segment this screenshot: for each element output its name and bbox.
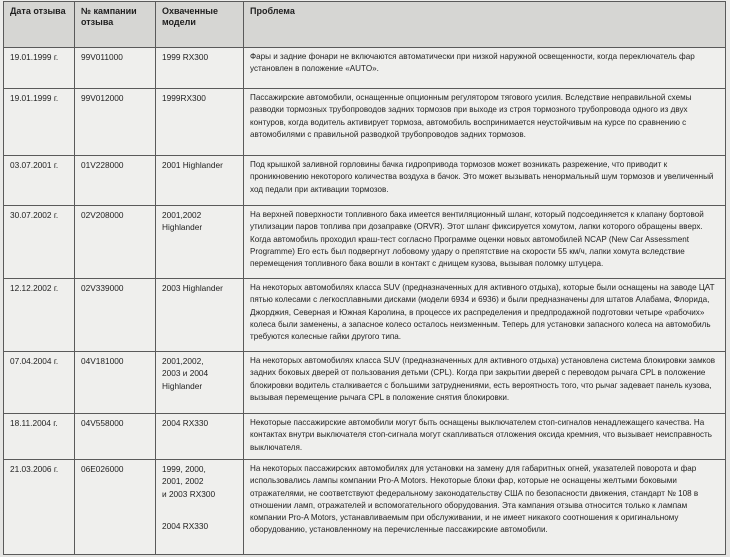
model-line: 2001,2002 (162, 210, 202, 220)
model-line: Highlander (162, 222, 203, 233)
recall-date: 18.11.2004 г. (4, 414, 75, 460)
model-line: 2001, 2002 (162, 476, 204, 487)
problem-description: На некоторых пассажирских автомобилях для установки на замену для габаритных огней, указателей поворота и фар использовались лампы компании Pro-A Motors. Некоторые блоки фар, которые не оснащены желтыми боковыми отражателями, не соответствуют федеральному законодательству США по безопасности движения, стандарт № 108 в отношении ламп, отражателей и вспомогательного оборудования. Эта кампания отзыва относится только к лампам компании Pro-A Motors, устанавливаемым при обслуживании, и не имеет никакого соотношения к оригинальному оборудованию, установленному на перечисленные пассажирские автомобили. (244, 460, 726, 555)
model-line: 1999 RX300 (162, 52, 209, 62)
table-row (4, 89, 726, 156)
model-line: 2004 RX330 (162, 521, 209, 532)
table-row (4, 156, 726, 206)
recall-table (3, 1, 726, 555)
recall-date: 19.01.1999 г. (4, 89, 75, 156)
recall-date: 21.03.2006 г. (4, 460, 75, 555)
covered-models (156, 89, 244, 156)
campaign-number: 99V011000 (75, 48, 156, 89)
campaign-number: 04V181000 (75, 352, 156, 414)
recall-date: 30.07.2002 г. (4, 206, 75, 279)
covered-models (156, 206, 244, 279)
table-row (4, 414, 726, 460)
table-row (4, 460, 726, 555)
model-line: 1999RX300 (162, 93, 206, 103)
header-problem: Проблема (244, 2, 726, 48)
model-line: Highlander (162, 380, 203, 391)
covered-models (156, 414, 244, 460)
model-line: 2003 Highlander (162, 283, 223, 293)
problem-description: Пассажирские автомобили, оснащенные опционным регулятором тягового усилия. Вследствие неправильной схемы разводки тормозных трубопроводов задних тормозов при выходе из строя тормозного трубопровода одного из двух контуров, когда водитель активирует тормоза, автомобиль воспринимается неустойчивым на курсе по сравнению с автомобилями с правильной разводкой трубопроводов задних тормозов. (244, 89, 726, 156)
model-spacer (162, 500, 237, 520)
recall-date: 07.04.2004 г. (4, 352, 75, 414)
problem-description: Некоторые пассажирские автомобили могут быть оснащены выключателем стоп-сигналов ненадлежащего качества. На контактах внутри выключателя стоп-сигнала могут скапливаться отложения оксида кремния, что вызывает неисправность выключателя. (244, 414, 726, 460)
campaign-number: 04V558000 (75, 414, 156, 460)
covered-models (156, 460, 244, 555)
campaign-number: 99V012000 (75, 89, 156, 156)
problem-description: Под крышкой заливной горловины бачка гидропривода тормозов может возникать разрежение, что приводит к проникновению некоторого количества воздуха в бачок. Это может вызывать ненормальный шум тормозов и увеличенный ход педали при активации тормозов. (244, 156, 726, 206)
covered-models (156, 156, 244, 206)
header-row (4, 2, 726, 48)
recall-date: 12.12.2002 г. (4, 279, 75, 352)
campaign-number: 02V339000 (75, 279, 156, 352)
table-row (4, 206, 726, 279)
header-campaign: № кампании отзыва (75, 2, 156, 48)
covered-models (156, 352, 244, 414)
table-row (4, 48, 726, 89)
problem-description: Фары и задние фонари не включаются автоматически при низкой наружной освещенности, когда переключатель фар установлен в положение «AUTO». (244, 48, 726, 89)
problem-description: На некоторых автомобилях класса SUV (предназначенных для активного отдыха) установлена система блокировки замков задних боковых дверей от пользования детьми (CPL). Когда при закрытии дверей с переводом рычага CPL в положение блокировки водитель сталкивается с большими затруднениями, есть вероятность того, что рычаг задевает панель кузова, вызывая перемещение рычага CPL в положение снятия блокировки. (244, 352, 726, 414)
recall-date: 03.07.2001 г. (4, 156, 75, 206)
model-line: и 2003 RX300 (162, 488, 216, 499)
model-line: 2001 Highlander (162, 160, 223, 170)
model-line: 1999, 2000, (162, 464, 206, 474)
covered-models (156, 279, 244, 352)
table-row (4, 279, 726, 352)
campaign-number: 06E026000 (75, 460, 156, 555)
campaign-number: 02V208000 (75, 206, 156, 279)
header-models: Охваченные модели (156, 2, 244, 48)
model-line: 2003 и 2004 (162, 368, 209, 379)
problem-description: На некоторых автомобилях класса SUV (предназначенных для активного отдыха), которые были оснащены на заводе ЦАТ пятью колесами с легкосплавными дисками (модели 6934 и 6936) и были предназначены для штатов Алабама, Флорида, Джорджия, Северная и Южная Каролина, в процессе их распределения и предпродажной подготовки четыре «рабочих» колеса были заменены, а запасное колесо осталось неизменным. Теперь для установки запасного колеса на автомобиль требуются колесные гайки другого типа. (244, 279, 726, 352)
problem-description: На верхней поверхности топливного бака имеется вентиляционный шланг, который подсоединяется к клапану бортовой утилизации паров топлива при дозаправке (ORVR). Этот шланг фиксируется хомутом, лапки которого обращены вверх. Когда автомобиль проходил краш-тест согласно Программе оценки новых автомобилей NCAP (New Car Assessment Programme) Его есть был подвергнут лобовому удару о препятствие на скорости 55 км/ч, лапки хомута вследствие перемещения топливного бака вошли в контакт с днищем кузова, вызывая поломку штуцера. (244, 206, 726, 279)
header-date: Дата отзыва (4, 2, 75, 48)
model-line: 2001,2002, (162, 356, 204, 366)
campaign-number: 01V228000 (75, 156, 156, 206)
covered-models (156, 48, 244, 89)
table-row (4, 352, 726, 414)
model-line: 2004 RX330 (162, 418, 209, 428)
recall-date: 19.01.1999 г. (4, 48, 75, 89)
